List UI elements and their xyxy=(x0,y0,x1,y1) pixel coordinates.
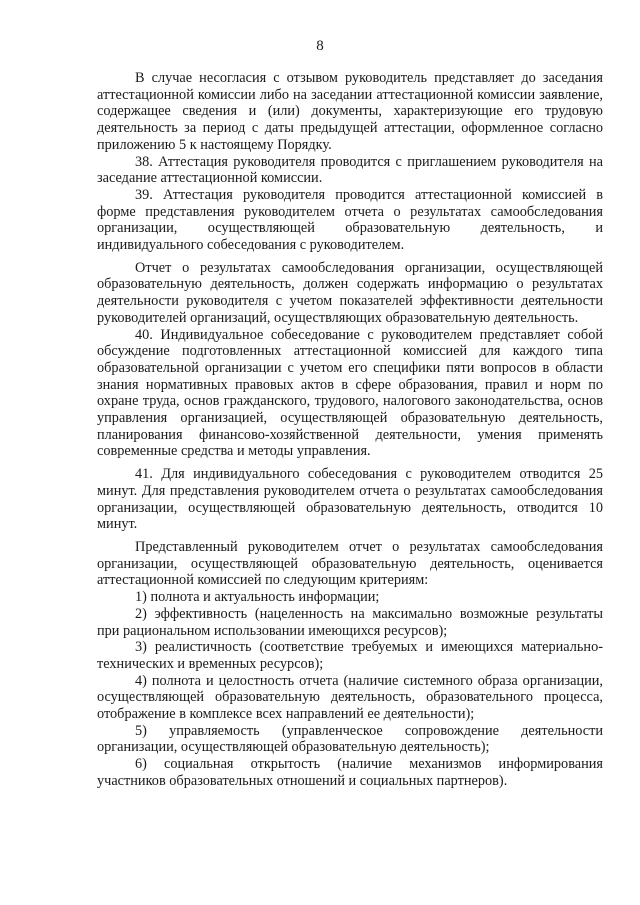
paragraph-39: 39. Аттестация руководителя проводится аттестационной комиссией в форме представления руководителем отчета о результатах самообследования организации, осуществляющей образовательную деятельность, и индивидуального собеседования с руководителем. xyxy=(97,186,603,254)
paragraph-40: 40. Индивидуальное собеседование с руководителем представляет собой обсуждение подготовленных аттестационной комиссией для каждого типа образовательной организации с учетом его специфики пяти вопросов в области знания нормативных правовых актов в сфере образования, правил и норм по охране труда, основ гражданского, трудового, налогового законодательства, основ управления организацией, осуществляющей образовательную деятельность, планирования финансово-хозяйственной деятельности, умения применять современные средства и методы управления. xyxy=(97,326,603,460)
criterion-6: 6) социальная открытость (наличие механизмов информирования участников образовательных отношений и социальных партнеров). xyxy=(97,756,603,789)
criterion-4: 4) полнота и целостность отчета (наличие системного образа организации, осуществляющей образовательную деятельность, образовательного процесса, отображение в комплексе всех направлений ее деятельности); xyxy=(97,672,603,723)
criterion-5: 5) управляемость (управленческое сопровождение деятельности организации, осуществляющей образовательную деятельность); xyxy=(97,722,603,756)
paragraph-41: 41. Для индивидуального собеседования с руководителем отводится 25 минут. Для представления руководителем отчета о результатах самообследования организации, осуществляющей образовательную деятельность, отводится 10 минут. xyxy=(97,466,603,533)
paragraph-disagreement: В случае несогласия с отзывом руководитель представляет до заседания аттестационной комиссии либо на заседании аттестационной комиссии заявление, содержащее сведения и (или) документы, характеризующие его трудовую деятельность за период с даты предыдущей аттестации, оформленное согласно приложению 5 к настоящему Порядку. xyxy=(97,70,603,153)
criterion-1: 1) полнота и актуальность информации; xyxy=(135,589,380,606)
paragraph-38: 38. Аттестация руководителя проводится с приглашением руководителя на заседание аттестационной комиссии. xyxy=(97,153,603,187)
page-number: 8 xyxy=(316,38,324,54)
criterion-3: 3) реалистичность (соответствие требуемых и имеющихся материально-технических и временных ресурсов); xyxy=(97,639,603,672)
paragraph-report: Отчет о результатах самообследования организации, осуществляющей образовательную деятельность, должен содержать информацию о результатах деятельности руководителя с учетом показателей эффективности деятельности руководителей организаций, осуществляющих образовательную деятельность. xyxy=(97,259,603,326)
paragraph-criteria-intro: Представленный руководителем отчет о результатах самообследования организации, осуществляющей образовательную деятельность, оценивается аттестационной комиссией по следующим критериям: xyxy=(97,538,603,589)
document-body xyxy=(97,70,603,790)
criterion-2: 2) эффективность (нацеленность на максимально возможные результаты при рациональном использовании имеющихся ресурсов); xyxy=(97,605,603,639)
